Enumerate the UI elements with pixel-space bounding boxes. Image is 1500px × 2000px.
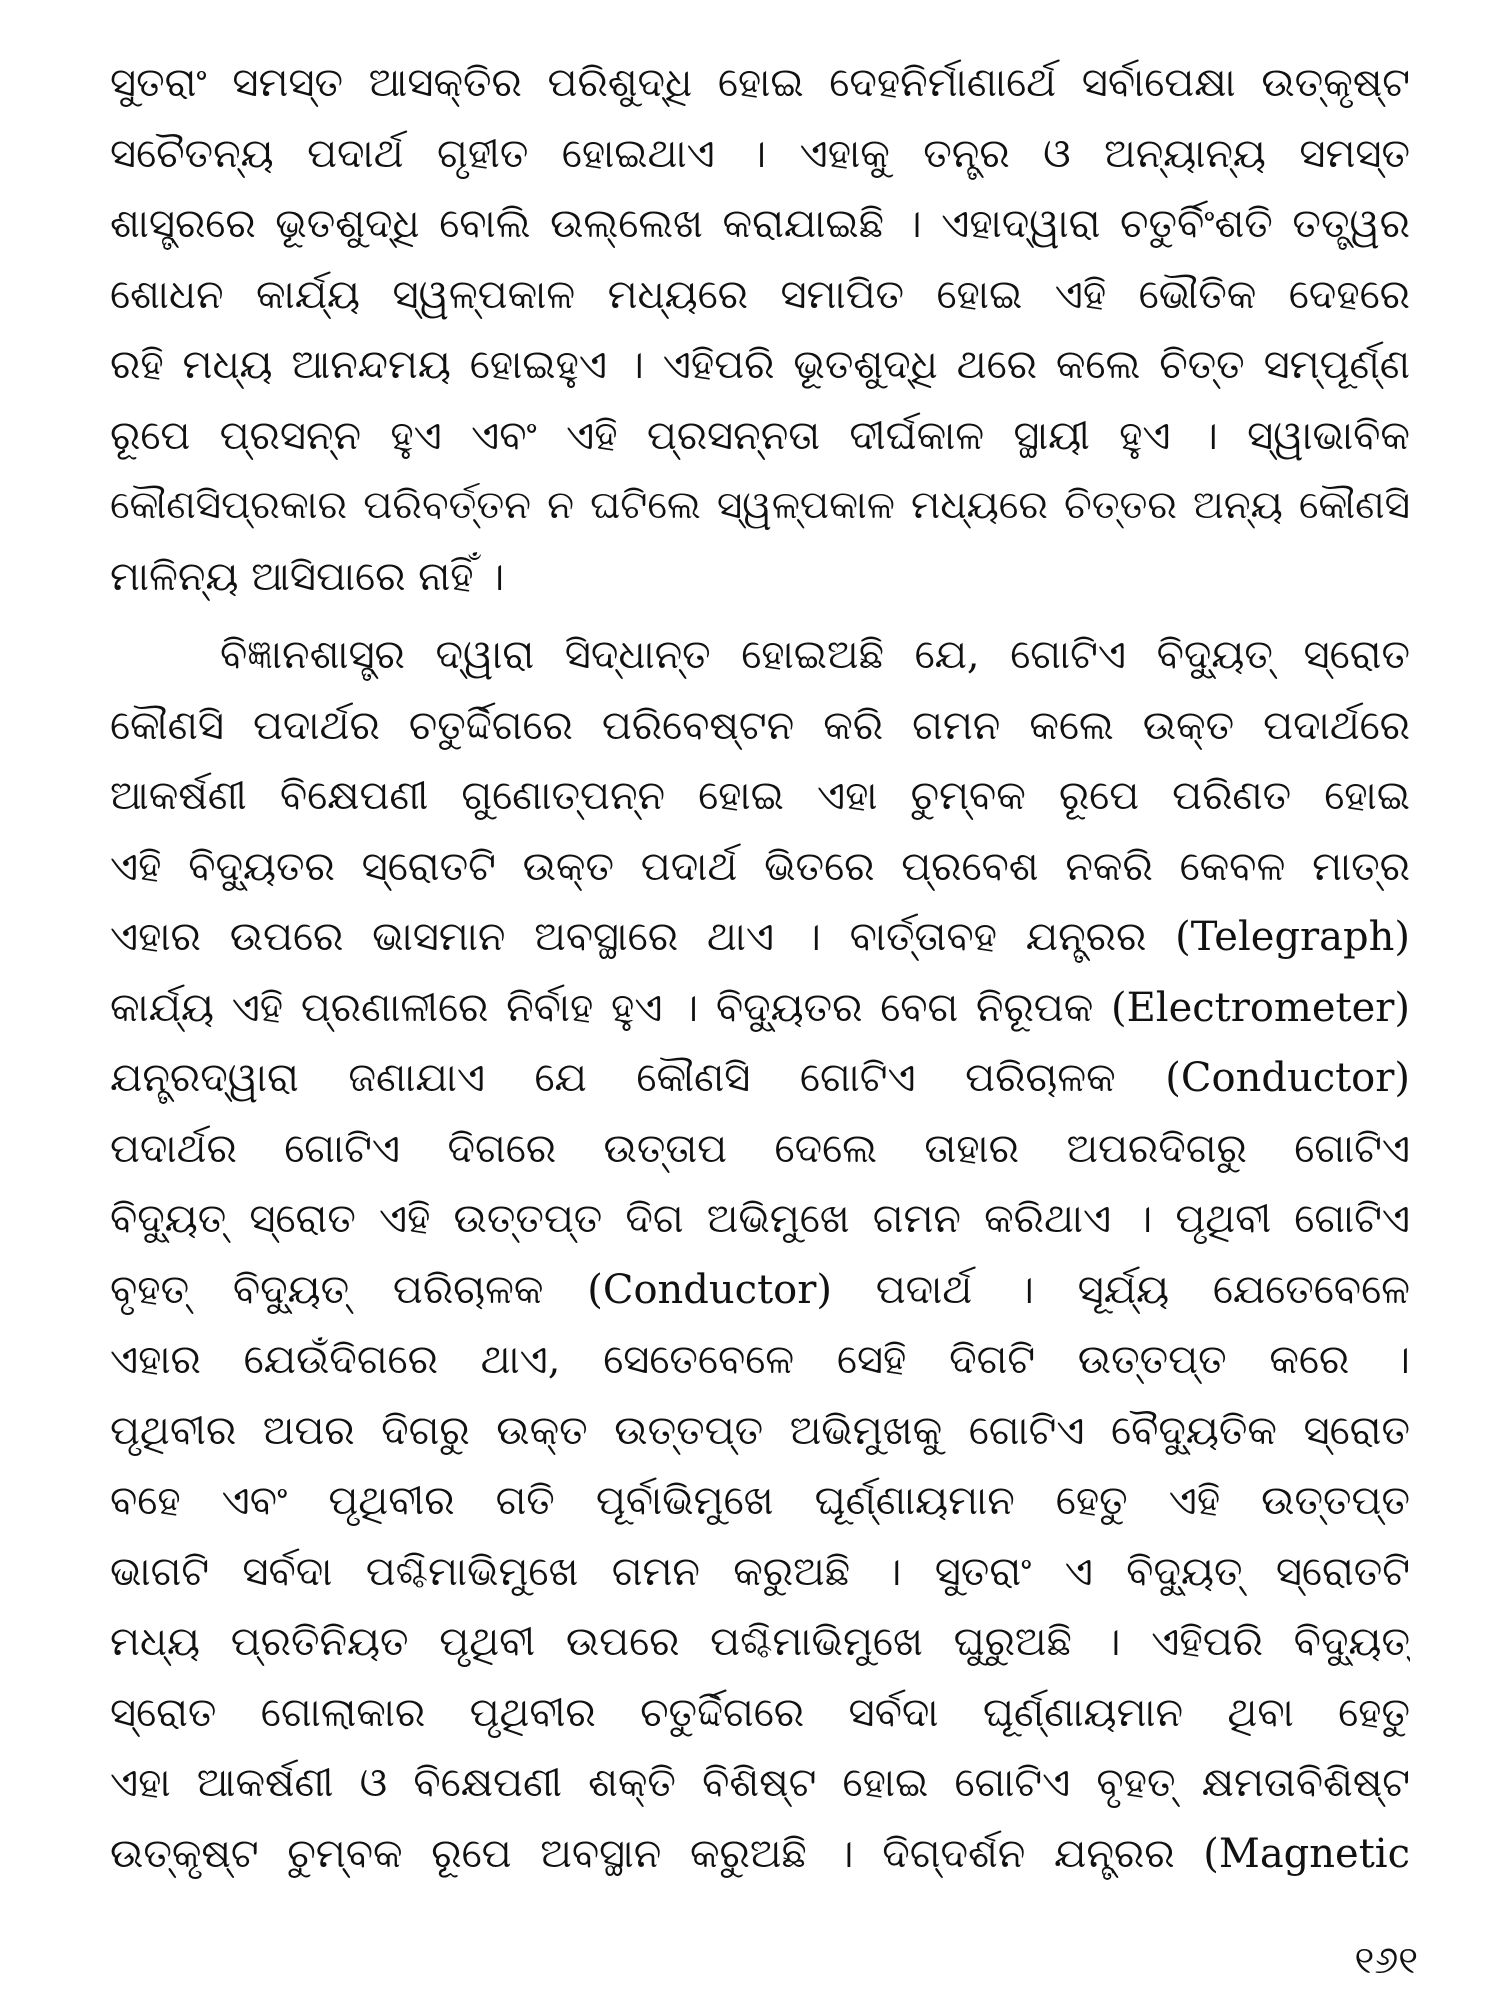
text-line: ରହି ମଧ୍ୟ ଆନନ୍ଦମୟ ହୋଇହୁଏ । ଏହିପରି ଭୂତଶୁଦ୍ଧି ଥରେ କଲେ ଚିତ୍ତ ସମ୍ପୂର୍ଣ୍ଣ: [110, 342, 1410, 388]
text-line: ଏହି ବିଦ୍ୟୁତର ସ୍ରୋତଟି ଉକ୍ତ ପଦାର୍ଥ ଭିତରେ ପ୍ରବେଶ ନକରି କେବଳ ମାତ୍ର: [110, 843, 1410, 890]
text-line: କାର୍ଯ୍ୟ ଏହି ପ୍ରଣାଳୀରେ ନିର୍ବାହ ହୁଏ । ବିଦ୍ୟୁତର ବେଗ ନିରୂପକ (Electrometer): [110, 984, 1410, 1031]
text-line: ସ୍ରୋତ ଗୋଲାକାର ପୃଥିବୀର ଚତୁର୍ଦ୍ଦିଗରେ ସର୍ବଦା ଘୂର୍ଣ୍ଣାୟମାନ ଥିବା ହେତୁ: [110, 1689, 1410, 1736]
page-number: ୧୬୧: [1354, 1938, 1418, 1982]
text-line: ସଚୈତନ୍ୟ ପଦାର୍ଥ ଗୃହୀତ ହୋଇଥାଏ । ଏହାକୁ ତନ୍ତ୍ର ଓ ଅନ୍ୟାନ୍ୟ ସମସ୍ତ: [110, 130, 1410, 177]
text-line: କୌଣସି ପଦାର୍ଥର ଚତୁର୍ଦ୍ଦିଗରେ ପରିବେଷ୍ଟନ କରି ଗମନ କଲେ ଉକ୍ତ ପଦାର୍ଥରେ: [110, 702, 1410, 749]
text-line: ଆକର୍ଷଣୀ ବିକ୍ଷେପଣୀ ଗୁଣୋତ୍ପନ୍ନ ହୋଇ ଏହା ଚୁମ୍ବକ ରୂପେ ପରିଣତ ହୋଇ: [110, 773, 1410, 819]
text-line: ଏହା ଆକର୍ଷଣୀ ଓ ବିକ୍ଷେପଣୀ ଶକ୍ତି ବିଶିଷ୍ଟ ହୋଇ ଗୋଟିଏ ବୃହତ୍ କ୍ଷମତାବିଶିଷ୍ଟ: [110, 1760, 1410, 1806]
paragraph-2: [110, 620, 1410, 1889]
text-line: ଭାଗଟି ସର୍ବଦା ପଶ୍ଚିମାଭିମୁଖେ ଗମନ କରୁଅଛି । ସୁତରାଂ ଏ ବିଦ୍ୟୁତ୍ ସ୍ରୋତଟି: [110, 1548, 1410, 1595]
text-line: ପୃଥିବୀର ଅପର ଦିଗରୁ ଉକ୍ତ ଉତ୍ତପ୍ତ ଅଭିମୁଖକୁ ଗୋଟିଏ ବୈଦ୍ୟୁତିକ ସ୍ରୋତ: [110, 1407, 1410, 1454]
text-line: ଶାସ୍ତ୍ରରେ ଭୂତଶୁଦ୍ଧି ବୋଲି ଉଲ୍ଲେଖ କରାଯାଇଛି । ଏହାଦ୍ୱାରା ଚତୁର୍ବିଂଶତି ତତ୍ତ୍ୱର: [110, 201, 1410, 247]
text-line: ଉତ୍କୃଷ୍ଟ ଚୁମ୍ବକ ରୂପେ ଅବସ୍ଥାନ କରୁଅଛି । ଦିଗ୍‌ଦର୍ଶନ ଯନ୍ତ୍ରର (Magnetic: [110, 1830, 1410, 1877]
text-line: ସୁତରାଂ ସମସ୍ତ ଆସକ୍ତିର ପରିଶୁଦ୍ଧି ହୋଇ ଦେହନିର୍ମାଣାର୍ଥେ ସର୍ବାପେକ୍ଷା ଉତ୍କୃଷ୍ଟ: [110, 60, 1410, 106]
text-line: ପଦାର୍ଥର ଗୋଟିଏ ଦିଗରେ ଉତ୍ତାପ ଦେଲେ ତାହାର ଅପରଦିଗରୁ ଗୋଟିଏ: [110, 1125, 1410, 1172]
text-line: କୌଣସିପ୍ରକାର ପରିବର୍ତ୍ତନ ନ ଘଟିଲେ ସ୍ୱଳ୍ପକାଳ ମଧ୍ୟରେ ଚିତ୍ତର ଅନ୍ୟ କୌଣସି: [110, 483, 1410, 528]
text-line: ବିଜ୍ଞାନଶାସ୍ତ୍ର ଦ୍ୱାରା ସିଦ୍ଧାନ୍ତ ହୋଇଅଛି ଯେ, ଗୋଟିଏ ବିଦ୍ୟୁତ୍ ସ୍ରୋତ: [220, 632, 1410, 678]
text-line: ବୃହତ୍ ବିଦ୍ୟୁତ୍ ପରିଚାଳକ (Conductor) ପଦାର୍ଥ । ସୂର୍ଯ୍ୟ ଯେତେବେଳେ: [110, 1266, 1410, 1313]
text-line: ଏହାର ଯେଉଁଦିଗରେ ଥାଏ, ସେତେବେଳେ ସେହି ଦିଗଟି ଉତ୍ତପ୍ତ କରେ ।: [110, 1337, 1410, 1383]
text-line: ଯନ୍ତ୍ରଦ୍ୱାରା ଜଣାଯାଏ ଯେ କୌଣସି ଗୋଟିଏ ପରିଚାଳକ (Conductor): [110, 1055, 1410, 1101]
paragraph-1: [110, 48, 1410, 612]
text-line: ମାଳିନ୍ୟ ଆସିପାରେ ନାହିଁ ।: [110, 553, 505, 600]
text-line: ରୂପେ ପ୍ରସନ୍ନ ହୁଏ ଏବଂ ଏହି ପ୍ରସନ୍ନତା ଦୀର୍ଘକାଳ ସ୍ଥାୟୀ ହୁଏ । ସ୍ୱାଭାବିକ: [110, 412, 1410, 459]
text-line: ମଧ୍ୟ ପ୍ରତିନିୟତ ପୃଥିବୀ ଉପରେ ପଶ୍ଚିମାଭିମୁଖେ ଘୁରୁଅଛି । ଏହିପରି ବିଦ୍ୟୁତ୍: [110, 1619, 1410, 1665]
text-line: ବିଦ୍ୟୁତ୍ ସ୍ରୋତ ଏହି ଉତ୍ତପ୍ତ ଦିଗ ଅଭିମୁଖେ ଗମନ କରିଥାଏ । ପୃଥିବୀ ଗୋଟିଏ: [110, 1196, 1410, 1242]
text-line: ଶୋଧନ କାର୍ଯ୍ୟ ସ୍ୱଳ୍ପକାଳ ମଧ୍ୟରେ ସମାପିତ ହୋଇ ଏହି ଭୌତିକ ଦେହରେ: [110, 271, 1410, 318]
text-line: ଏହାର ଉପରେ ଭାସମାନ ଅବସ୍ଥାରେ ଥାଏ । ବାର୍ତ୍ତାବହ ଯନ୍ତ୍ରର (Telegraph): [110, 914, 1410, 960]
text-line: ବହେ ଏବଂ ପୃଥିବୀର ଗତି ପୂର୍ବାଭିମୁଖେ ଘୂର୍ଣ୍ଣାୟମାନ ହେତୁ ଏହି ଉତ୍ତପ୍ତ: [110, 1478, 1410, 1524]
page-body-text: [110, 48, 1410, 1889]
